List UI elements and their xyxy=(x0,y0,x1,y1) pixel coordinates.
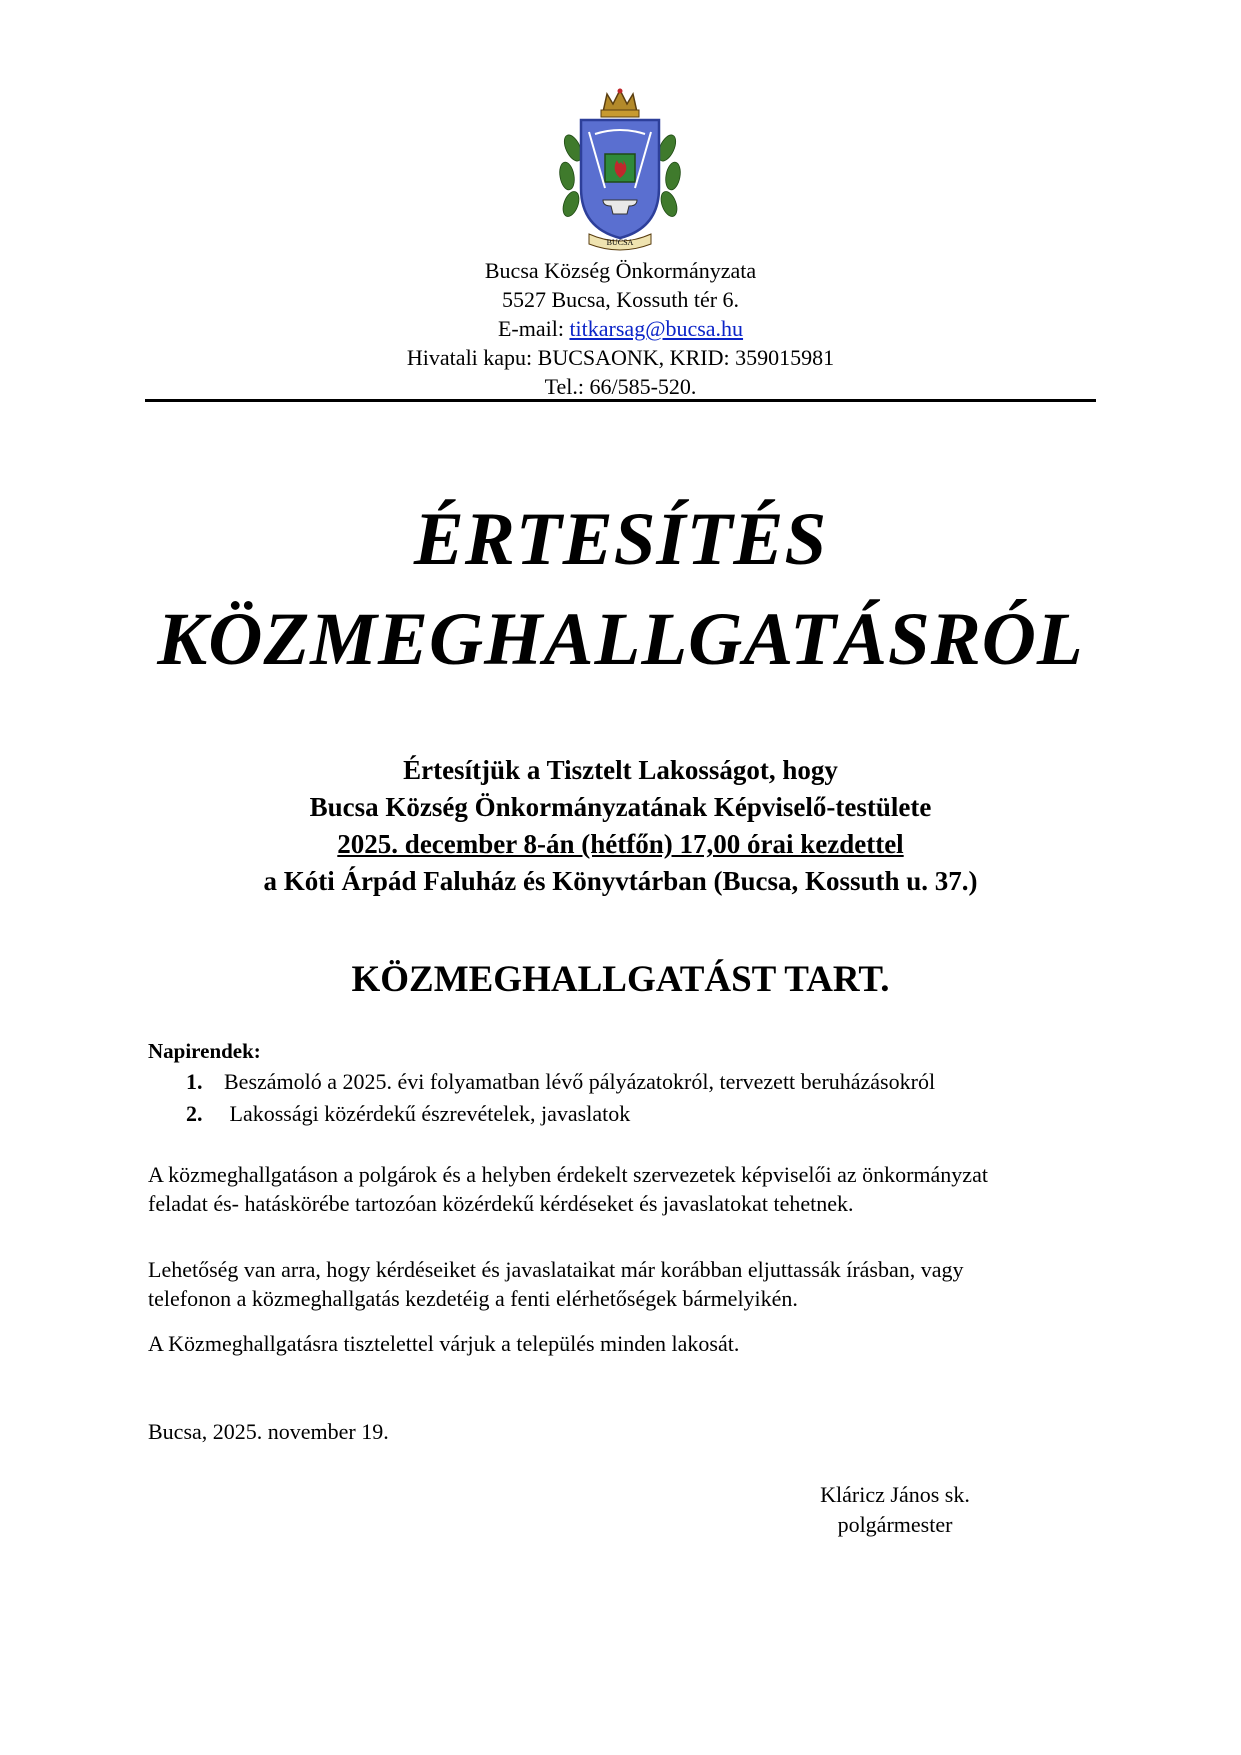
signatory-role: polgármester xyxy=(837,1512,953,1537)
paragraph-line: feladat és- hatáskörébe tartozóan közérdekű kérdéseket és javaslatokat tehetnek. xyxy=(148,1191,854,1216)
office-gate-line: Hivatali kapu: BUCSAONK, KRID: 359015981 xyxy=(406,345,835,370)
signatory-name: Kláricz János sk. xyxy=(820,1482,970,1507)
email-label: E-mail: xyxy=(497,316,570,341)
crest-label: BUCSA xyxy=(606,238,634,247)
agenda-item-text: Beszámoló a 2025. évi folyamatban lévő pályázatokról, tervezett beruházásokról xyxy=(224,1069,936,1094)
paragraph-line: telefonon a közmeghallgatás kezdetéig a fenti elérhetőségek bármelyikén. xyxy=(148,1286,798,1311)
announcement-date xyxy=(0,826,1241,863)
org-name: Bucsa Község Önkormányzata xyxy=(484,258,757,283)
agenda-item-text: Lakossági közérdekű észrevételek, javaslatok xyxy=(224,1101,631,1126)
event-date-time: 2025. december 8-án (hétfőn) 17,00 órai kezdettel xyxy=(337,829,904,859)
coat-of-arms xyxy=(555,88,685,252)
announcement-line-2: Bucsa Község Önkormányzatának Képviselő-testülete xyxy=(309,792,932,822)
agenda-item xyxy=(186,1098,935,1130)
paragraph-submission xyxy=(148,1255,1108,1313)
crown-icon xyxy=(601,89,639,118)
agenda-heading: Napirendek: xyxy=(148,1039,261,1063)
agenda-item xyxy=(186,1066,935,1098)
paragraph-invitation: A Közmeghallgatásra tisztelettel várjuk a település minden lakosát. xyxy=(148,1331,740,1356)
announcement-venue: a Kóti Árpád Faluház és Könyvtárban (Bucsa, Kossuth u. 37.) xyxy=(263,866,978,896)
paragraph-rights xyxy=(148,1160,1108,1218)
header-divider xyxy=(145,399,1096,402)
letterhead xyxy=(0,256,1241,401)
email-link[interactable]: titkarsag@bucsa.hu xyxy=(569,316,744,341)
hold-statement: KÖZMEGHALLGATÁST TART. xyxy=(351,959,890,1000)
paragraph-line: A közmeghallgatáson a polgárok és a helyben érdekelt szervezetek képviselői az önkormányzat xyxy=(148,1162,988,1187)
page-title xyxy=(0,490,1241,690)
announcement xyxy=(0,752,1241,900)
agenda-list xyxy=(186,1066,935,1130)
org-address: 5527 Bucsa, Kossuth tér 6. xyxy=(501,287,740,312)
phone-line: Tel.: 66/585-520. xyxy=(544,374,697,399)
email-line xyxy=(0,314,1241,343)
announcement-line-1: Értesítjük a Tisztelt Lakosságot, hogy xyxy=(403,755,838,785)
dateline: Bucsa, 2025. november 19. xyxy=(148,1419,389,1444)
agenda-item-number: 2. xyxy=(186,1101,203,1126)
agenda-item-number: 1. xyxy=(186,1069,203,1094)
paragraph-line: Lehetőség van arra, hogy kérdéseiket és javaslataikat már korábban eljuttassák írásban, vagy xyxy=(148,1257,964,1282)
signature-block xyxy=(760,1480,1030,1540)
title-line-1: ÉRTESÍTÉS xyxy=(413,498,828,581)
title-line-2: KÖZMEGHALLGATÁSRÓL xyxy=(157,598,1084,681)
